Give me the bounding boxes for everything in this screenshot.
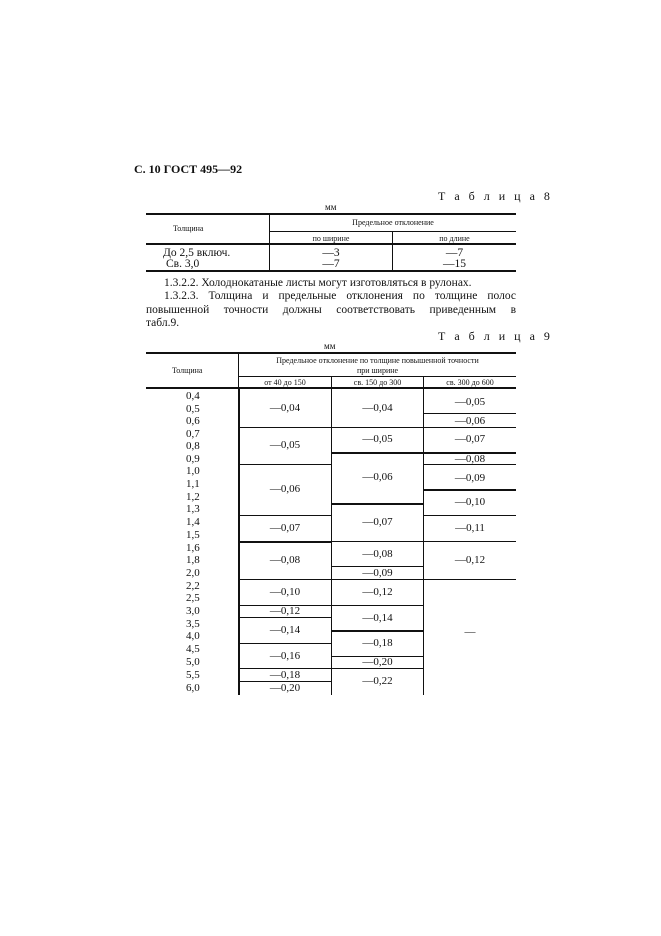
table8-col-thickness: Толщина (173, 224, 204, 233)
table9-col-deviation-1: Предельное отклонение по толщине повышенной точности (276, 356, 479, 365)
table9-thickness: 5,5 (186, 669, 200, 681)
page-header: С. 10 ГОСТ 495—92 (134, 162, 243, 176)
table9-thickness: 0,6 (186, 415, 200, 427)
table9-col3-value: —0,07 (454, 433, 486, 445)
table9-col3-value: —0,12 (454, 554, 486, 566)
table8-sub-width: по ширине (312, 234, 350, 243)
table9-col1-value: —0,05 (269, 439, 301, 451)
table9-col3-value: —0,11 (455, 522, 485, 534)
table9-col-deviation-2: при ширине (356, 366, 399, 375)
table9-thickness: 2,2 (186, 580, 200, 592)
table9-thickness: 3,5 (186, 618, 200, 630)
table9-col2-value: —0,20 (362, 656, 393, 668)
table9-col2-value: —0,09 (362, 567, 393, 579)
table9-sub-2: св. 150 до 300 (353, 378, 402, 387)
table9-col2-value: —0,07 (362, 516, 393, 528)
table9-caption: Т а б л и ц а 9 (438, 329, 553, 343)
table9-thickness: 2,5 (186, 592, 200, 604)
table9-col1-value: —0,10 (269, 586, 301, 598)
table9-thickness: 1,5 (186, 529, 200, 541)
table9-thickness: 0,9 (186, 453, 200, 465)
table8-row1-width: —3 (322, 247, 340, 259)
table9-sub-3: св. 300 до 600 (446, 378, 494, 387)
paragraph-1-3-2-2: 1.3.2.2. Холоднокатаные листы могут изготовляться в рулонах. (164, 277, 472, 289)
table8-caption: Т а б л и ц а 8 (438, 189, 553, 203)
table9-thickness: 3,0 (186, 605, 200, 617)
table9-col1-value: —0,06 (269, 483, 301, 495)
paragraph-1-3-2-3-line3: табл.9. (146, 317, 180, 329)
table9-thickness: 1,0 (186, 465, 200, 477)
table9-col3-value: —0,05 (454, 396, 486, 408)
table9-thickness: 1,3 (186, 503, 200, 515)
table9-col3-value: —0,06 (454, 415, 486, 427)
table9-col2-value: —0,04 (362, 402, 393, 414)
table8-sub-length: по длине (439, 234, 470, 243)
table9-col1-value: —0,18 (269, 669, 301, 681)
table9-unit: мм (324, 341, 336, 351)
table8-row1-length: —7 (445, 247, 464, 259)
table9-thickness: 0,7 (186, 428, 200, 440)
table8-row2-length: —15 (443, 258, 466, 270)
table8-row1-thickness: До 2,5 включ. (163, 247, 231, 259)
table9-thickness: 1,1 (186, 478, 200, 490)
table9-col1-value: —0,16 (269, 650, 301, 662)
table9-thickness: 0,5 (186, 403, 200, 415)
table8-row2-thickness: Св. 3,0 (166, 258, 200, 270)
table9-col3-value: —0,10 (454, 496, 486, 508)
table9-col-thickness: Толщина (172, 366, 203, 375)
table9-col2-value: —0,12 (362, 586, 393, 598)
table9-col1-value: —0,14 (269, 624, 301, 636)
table8-row2-width: —7 (322, 258, 340, 270)
table9-col2-value: —0,22 (362, 675, 393, 687)
table9-col1-value: —0,08 (269, 554, 301, 566)
table9-thickness: 6,0 (186, 682, 200, 694)
table9-col3-value: —0,08 (454, 453, 486, 465)
table9-col1-value: —0,12 (269, 605, 301, 617)
table9-col2-value: —0,08 (362, 548, 393, 560)
table9-thickness: 4,5 (186, 643, 200, 655)
table9-sub-1: от 40 до 150 (264, 378, 306, 387)
table9-col3-value: — (464, 626, 476, 638)
table9-thickness: 1,6 (186, 542, 200, 554)
table9-col1-value: —0,07 (269, 522, 301, 534)
table9-thickness: 1,4 (186, 516, 200, 528)
table9-thickness: 4,0 (186, 630, 200, 642)
table9-thickness: 1,8 (186, 554, 200, 566)
paragraph-1-3-2-3-line1: 1.3.2.3. Толщина и предельные отклонения по толщине полос (164, 290, 516, 302)
table9-col1-value: —0,20 (269, 682, 301, 694)
paragraph-1-3-2-3-line2: повышенной точности должны соответствовать приведенным в (146, 303, 516, 316)
table9-thickness: 0,8 (186, 440, 200, 452)
table9-thickness: 1,2 (186, 491, 200, 503)
table9-col1-value: —0,04 (269, 402, 301, 414)
table9-col2-value: —0,05 (362, 433, 393, 445)
table9-col2-value: —0,18 (362, 637, 393, 649)
table9-col3-value: —0,09 (454, 472, 486, 484)
table8-unit: мм (325, 202, 337, 212)
table9-thickness: 0,4 (186, 390, 200, 402)
table9-col2-value: —0,06 (362, 471, 393, 483)
table9-thickness: 5,0 (186, 656, 200, 668)
table8-col-deviation: Предельное отклонение (352, 218, 434, 227)
table9-thickness: 2,0 (186, 567, 200, 579)
paragraph-1-3-2-3 (146, 290, 516, 331)
table9-col2-value: —0,14 (362, 612, 393, 624)
